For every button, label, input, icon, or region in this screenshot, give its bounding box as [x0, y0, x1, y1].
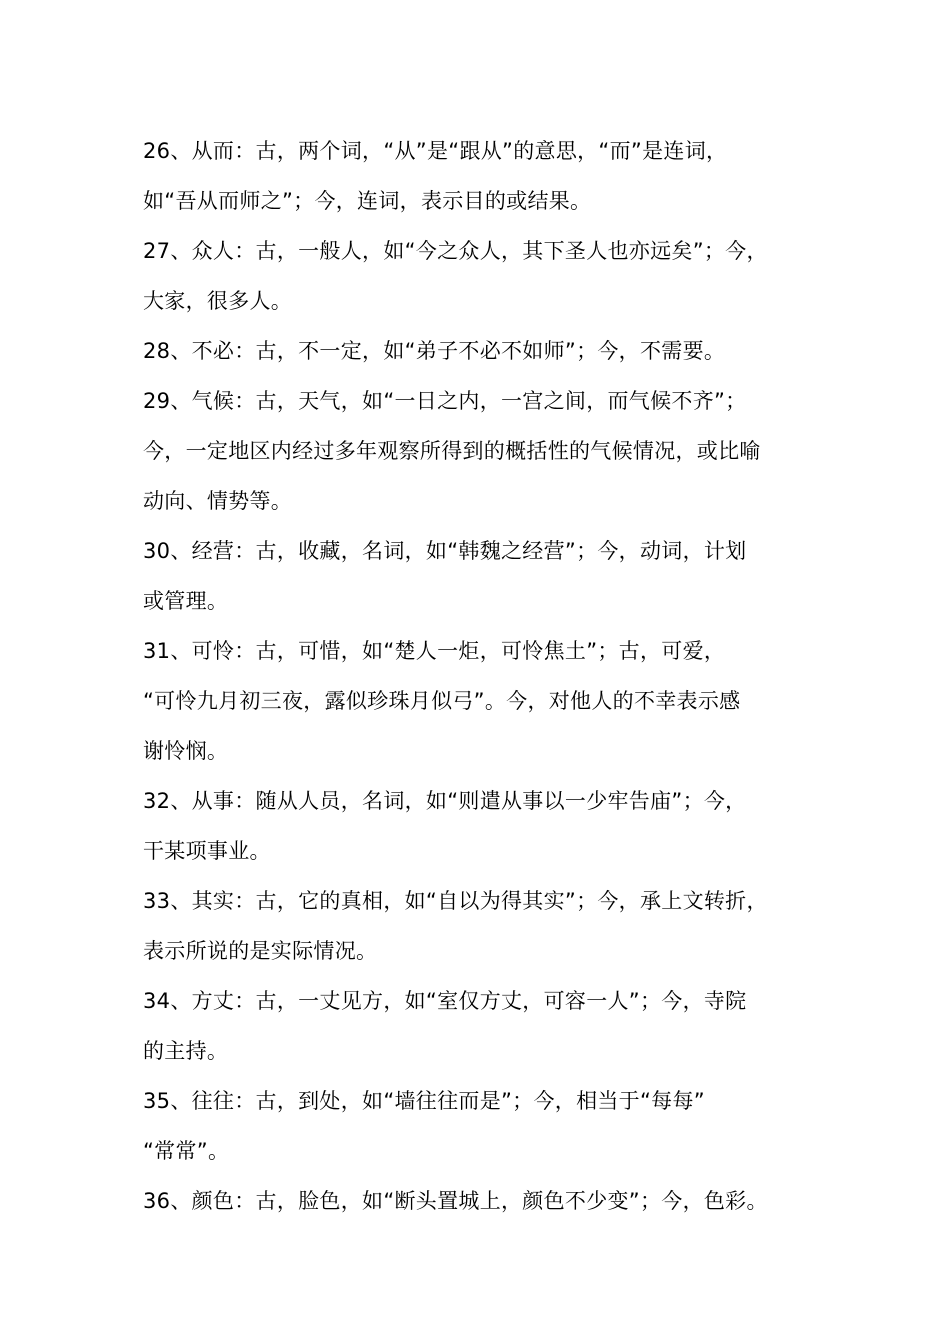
text-line-7: 今，一定地区内经过多年观察所得到的概括性的气候情况，或比喻 [143, 439, 761, 463]
text-line-21: “常常”。 [143, 1139, 230, 1163]
text-line-12: “可怜九月初三夜，露似珍珠月似弓”。今，对他人的不幸表示感 [143, 689, 741, 713]
text-line-8: 动向、情势等。 [143, 489, 293, 513]
text-line-19: 的主持。 [143, 1039, 229, 1063]
text-line-14: 32、从事：随从人员，名词，如“则遣从事以一少牢告庙”；今， [143, 789, 747, 813]
text-line-17: 表示所说的是实际情况。 [143, 939, 378, 963]
text-line-3: 27、众人：古，一般人，如“今之众人，其下圣人也亦远矣”；今， [143, 239, 768, 263]
text-line-5: 28、不必：古，不一定，如“弟子不必不如师”；今，不需要。 [143, 339, 726, 363]
text-line-6: 29、气候：古，天气，如“一日之内，一宫之间，而气候不齐”； [143, 389, 747, 413]
text-line-20: 35、往往：古，到处，如“墙往往而是”；今，相当于“每每” [143, 1089, 705, 1113]
text-line-18: 34、方丈：古，一丈见方，如“室仅方丈，可容一人”；今，寺院 [143, 989, 747, 1013]
text-line-11: 31、可怜：古，可惜，如“楚人一炬，可怜焦土”；古，可爱， [143, 639, 726, 663]
text-line-16: 33、其实：古，它的真相，如“自以为得其实”；今，承上文转折， [143, 889, 768, 913]
text-line-1: 26、从而：古，两个词，“从”是“跟从”的意思，“而”是连词， [143, 139, 728, 163]
text-line-13: 谢怜悯。 [143, 739, 229, 763]
text-line-9: 30、经营：古，收藏，名词，如“韩魏之经营”；今，动词，计划 [143, 539, 747, 563]
text-line-22: 36、颜色：古，脸色，如“断头置城上，颜色不少变”；今，色彩。 [143, 1189, 768, 1213]
text-line-4: 大家，很多人。 [143, 289, 293, 313]
text-line-2: 如“吾从而师之”；今，连词，表示目的或结果。 [143, 189, 592, 213]
text-line-15: 干某项事业。 [143, 839, 271, 863]
document-body [143, 126, 823, 1226]
text-line-10: 或管理。 [143, 589, 229, 613]
